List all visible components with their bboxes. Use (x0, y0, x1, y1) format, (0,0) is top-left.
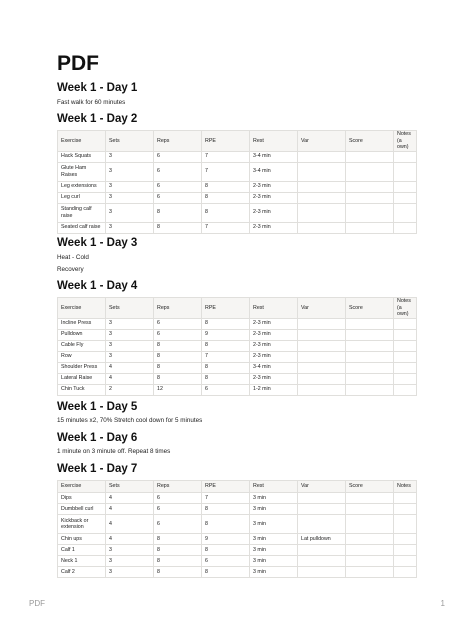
table-row (58, 384, 417, 395)
table-cell: Seated calf raise (58, 222, 106, 233)
table-cell (394, 567, 417, 578)
table-cell (394, 181, 417, 192)
table-cell: Leg extensions (58, 181, 106, 192)
table-cell: 6 (154, 493, 202, 504)
table-cell (298, 329, 346, 340)
table-cell: 6 (202, 384, 250, 395)
table-cell: 8 (202, 340, 250, 351)
section-heading-day3: Week 1 - Day 3 (57, 237, 138, 249)
table-cell: 2-3 min (250, 329, 298, 340)
table-cell: 3 (106, 203, 154, 222)
table-cell: 8 (154, 567, 202, 578)
table-cell: 8 (202, 181, 250, 192)
table-cell (394, 162, 417, 181)
table-cell (346, 192, 394, 203)
table-cell (394, 534, 417, 545)
table-cell: 3 (106, 556, 154, 567)
table-cell: 3 (106, 329, 154, 340)
table-cell: Hack Squats (58, 151, 106, 162)
table-cell (346, 340, 394, 351)
header-cell: Reps (154, 298, 202, 319)
table-cell: 4 (106, 373, 154, 384)
header-cell: Sets (106, 481, 154, 493)
table-cell: 6 (154, 162, 202, 181)
table-cell: Glute Ham Raises (58, 162, 106, 181)
table-cell: 3 (106, 567, 154, 578)
table-cell (298, 362, 346, 373)
table-cell: 8 (202, 362, 250, 373)
table-cell: 6 (154, 192, 202, 203)
table-cell: 3 min (250, 545, 298, 556)
table-cell: 2-3 min (250, 340, 298, 351)
document-title: PDF (57, 52, 99, 75)
table-cell: 2-3 min (250, 222, 298, 233)
paragraph-day1: Fast walk for 60 minutes (57, 99, 126, 106)
table-cell: 2-3 min (250, 181, 298, 192)
table-cell: 3 (106, 151, 154, 162)
table-cell: 3 (106, 351, 154, 362)
table-cell: Shoulder Press (58, 362, 106, 373)
table-header-row (58, 481, 417, 493)
table-cell (298, 222, 346, 233)
table-cell: 9 (202, 534, 250, 545)
table-cell: Cable Fly (58, 340, 106, 351)
table-cell: 2-3 min (250, 351, 298, 362)
table-cell (346, 222, 394, 233)
table-cell (298, 545, 346, 556)
table-cell: Incline Press (58, 318, 106, 329)
table-cell: 3 (106, 340, 154, 351)
table-row (58, 318, 417, 329)
table-cell: 6 (154, 318, 202, 329)
table-cell: 7 (202, 151, 250, 162)
table-cell (298, 151, 346, 162)
table-cell: 2-3 min (250, 192, 298, 203)
table-cell: 8 (154, 222, 202, 233)
table-header-row (58, 131, 417, 152)
table-cell (394, 545, 417, 556)
table-cell (346, 545, 394, 556)
table-cell: Dips (58, 493, 106, 504)
table-cell: 3 (106, 181, 154, 192)
header-cell: Rest (250, 298, 298, 319)
table-cell: 12 (154, 384, 202, 395)
table-cell: 8 (154, 545, 202, 556)
table-cell: 6 (154, 504, 202, 515)
table-cell: 8 (154, 362, 202, 373)
table-cell: 2 (106, 384, 154, 395)
table-row (58, 222, 417, 233)
table-cell: 7 (202, 351, 250, 362)
section-heading-day5: Week 1 - Day 5 (57, 401, 138, 413)
table-cell (394, 493, 417, 504)
table-row (58, 162, 417, 181)
table-row (58, 329, 417, 340)
table-cell (298, 162, 346, 181)
table-cell: Neck 1 (58, 556, 106, 567)
table-cell (298, 567, 346, 578)
table-cell: 3 min (250, 567, 298, 578)
table-cell: 6 (154, 151, 202, 162)
table-cell (346, 181, 394, 192)
table-cell (394, 151, 417, 162)
table-cell (394, 192, 417, 203)
table-cell (394, 203, 417, 222)
table-cell (346, 162, 394, 181)
section-heading-day1: Week 1 - Day 1 (57, 82, 138, 94)
workout-table-day2 (57, 130, 417, 234)
table-cell: 3 min (250, 515, 298, 534)
table-cell: Lateral Raise (58, 373, 106, 384)
header-cell: Var (298, 481, 346, 493)
table-cell: 3 (106, 162, 154, 181)
table-cell (346, 515, 394, 534)
table-cell (394, 556, 417, 567)
table-cell: 7 (202, 162, 250, 181)
header-cell: Notes (a own) (394, 131, 417, 152)
table-cell (346, 362, 394, 373)
table-cell (394, 351, 417, 362)
table-cell: 8 (154, 203, 202, 222)
header-cell: Score (346, 131, 394, 152)
header-cell: Score (346, 298, 394, 319)
table-row (58, 351, 417, 362)
table-cell (298, 556, 346, 567)
table-cell: 3 min (250, 556, 298, 567)
table-cell (346, 329, 394, 340)
table-cell (394, 318, 417, 329)
table-cell (298, 384, 346, 395)
table-cell (346, 318, 394, 329)
table-cell: 3 (106, 545, 154, 556)
table-cell: 4 (106, 504, 154, 515)
table-cell: Calf 1 (58, 545, 106, 556)
table-cell: Pulldown (58, 329, 106, 340)
table-cell (394, 362, 417, 373)
header-cell: Rest (250, 131, 298, 152)
table-row (58, 151, 417, 162)
section-heading-day2: Week 1 - Day 2 (57, 113, 138, 125)
table-cell: 8 (154, 351, 202, 362)
table-cell (346, 351, 394, 362)
table-cell (346, 151, 394, 162)
table-cell: Row (58, 351, 106, 362)
table-cell: 8 (202, 545, 250, 556)
table-cell: Kickback or extension (58, 515, 106, 534)
table-cell (394, 329, 417, 340)
table-cell: 6 (154, 515, 202, 534)
table-cell (298, 515, 346, 534)
paragraph-day6: 1 minute on 3 minute off. Repeat 8 times (57, 448, 171, 455)
table-cell (298, 181, 346, 192)
table-cell (394, 222, 417, 233)
table-header-row (58, 298, 417, 319)
header-cell: Var (298, 298, 346, 319)
table-cell: 1-2 min (250, 384, 298, 395)
table-cell (298, 318, 346, 329)
table-cell: 3-4 min (250, 162, 298, 181)
table-cell (346, 556, 394, 567)
table-cell (346, 534, 394, 545)
table-cell: 7 (202, 222, 250, 233)
table-cell: 8 (202, 203, 250, 222)
table-cell: 6 (154, 329, 202, 340)
table-cell (346, 493, 394, 504)
table-cell: Chin Tuck (58, 384, 106, 395)
footer-title: PDF (29, 599, 45, 608)
header-cell: RPE (202, 131, 250, 152)
workout-table-day4 (57, 297, 417, 396)
table-cell: 4 (106, 515, 154, 534)
table-cell: 6 (154, 181, 202, 192)
table-cell: 7 (202, 493, 250, 504)
table-cell: 6 (202, 556, 250, 567)
header-cell: Exercise (58, 298, 106, 319)
header-cell: Sets (106, 131, 154, 152)
table-cell: 3-4 min (250, 151, 298, 162)
table-cell (394, 340, 417, 351)
table-cell (298, 493, 346, 504)
table-row (58, 515, 417, 534)
header-cell: Sets (106, 298, 154, 319)
header-cell: Reps (154, 481, 202, 493)
header-cell: Notes (394, 481, 417, 493)
table-cell (298, 351, 346, 362)
section-heading-day4: Week 1 - Day 4 (57, 280, 138, 292)
header-cell: Reps (154, 131, 202, 152)
table-cell: 2-3 min (250, 373, 298, 384)
table-cell: 3 (106, 192, 154, 203)
header-cell: RPE (202, 481, 250, 493)
table-cell: 2-3 min (250, 203, 298, 222)
table-cell (298, 203, 346, 222)
table-row (58, 181, 417, 192)
header-cell: Exercise (58, 481, 106, 493)
table-row (58, 556, 417, 567)
header-cell: Notes (a own) (394, 298, 417, 319)
table-cell: 4 (106, 534, 154, 545)
table-cell: 8 (202, 373, 250, 384)
table-cell: Chin ups (58, 534, 106, 545)
table-cell (298, 192, 346, 203)
table-cell: 8 (202, 515, 250, 534)
table-row (58, 362, 417, 373)
table-cell: 3 (106, 222, 154, 233)
table-cell: 3 min (250, 493, 298, 504)
header-cell: RPE (202, 298, 250, 319)
table-cell: 8 (202, 567, 250, 578)
table-cell (346, 384, 394, 395)
table-row (58, 504, 417, 515)
table-cell: 4 (106, 493, 154, 504)
table-cell: 8 (202, 192, 250, 203)
table-cell: Standing calf raise (58, 203, 106, 222)
paragraph-day3-recovery: Recovery (57, 266, 84, 273)
table-row (58, 373, 417, 384)
paragraph-day3-heat-cold: Heat - Cold (57, 254, 89, 261)
table-cell (298, 373, 346, 384)
table-row (58, 192, 417, 203)
table-cell: Lat pulldown (298, 534, 346, 545)
table-cell (394, 373, 417, 384)
table-cell: Leg curl (58, 192, 106, 203)
section-heading-day7: Week 1 - Day 7 (57, 463, 138, 475)
table-cell (298, 504, 346, 515)
table-cell (394, 504, 417, 515)
header-cell: Exercise (58, 131, 106, 152)
table-cell: 8 (154, 556, 202, 567)
table-row (58, 534, 417, 545)
table-cell (298, 340, 346, 351)
header-cell: Score (346, 481, 394, 493)
table-cell: 3 min (250, 534, 298, 545)
header-cell: Rest (250, 481, 298, 493)
table-cell: Dumbbell curl (58, 504, 106, 515)
table-cell: 9 (202, 329, 250, 340)
table-cell (346, 203, 394, 222)
header-cell: Var (298, 131, 346, 152)
table-row (58, 545, 417, 556)
table-row (58, 203, 417, 222)
table-row (58, 567, 417, 578)
paragraph-day5: 15 minutes x2, 70% Stretch cool down for 5 minutes (57, 417, 203, 424)
workout-table-day7 (57, 480, 417, 578)
table-cell: 8 (154, 340, 202, 351)
table-cell: 2-3 min (250, 318, 298, 329)
table-cell (346, 567, 394, 578)
table-cell: 8 (202, 318, 250, 329)
table-cell (346, 373, 394, 384)
table-cell: Calf 2 (58, 567, 106, 578)
table-row (58, 340, 417, 351)
table-cell: 3 (106, 318, 154, 329)
table-row (58, 493, 417, 504)
table-cell (394, 384, 417, 395)
section-heading-day6: Week 1 - Day 6 (57, 432, 138, 444)
table-cell (346, 504, 394, 515)
table-cell: 4 (106, 362, 154, 373)
table-cell: 8 (202, 504, 250, 515)
table-cell: 8 (154, 373, 202, 384)
table-cell: 8 (154, 534, 202, 545)
table-cell: 3 min (250, 504, 298, 515)
table-cell: 3-4 min (250, 362, 298, 373)
page-number: 1 (440, 599, 445, 608)
table-cell (394, 515, 417, 534)
